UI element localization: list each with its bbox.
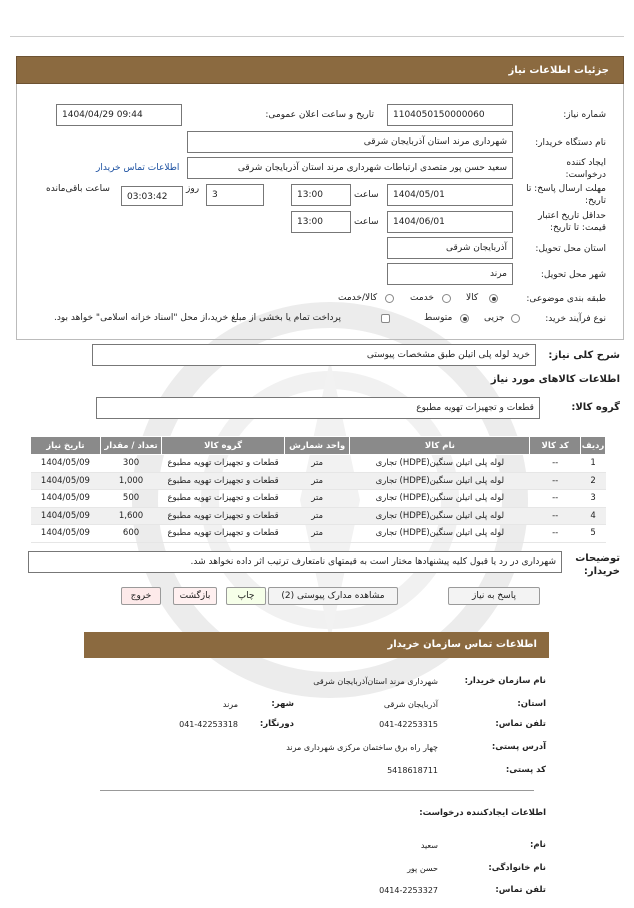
days-label: روز — [186, 184, 200, 194]
cell-name: لوله پلی اتیلن سنگین(HDPE) تجاری — [350, 507, 530, 525]
cell-unit: متر — [284, 455, 350, 473]
category-radio-goods-service[interactable] — [385, 294, 394, 303]
first-name-label: نام: — [529, 840, 546, 850]
reply-deadline-time-field[interactable]: 13:00 — [291, 184, 351, 206]
cell-date: 1404/05/09 — [31, 472, 101, 490]
city-value: مرند — [222, 700, 238, 709]
cell-name: لوله پلی اتیلن سنگین(HDPE) تجاری — [350, 455, 530, 473]
delivery-province-field[interactable]: آذربایجان شرقی — [387, 237, 513, 259]
fax-label: دورنگار: — [259, 719, 294, 729]
need-number-field[interactable]: 1104050150000060 — [387, 104, 513, 126]
table-row — [31, 472, 606, 490]
remaining-time-label: ساعت باقی‌مانده — [46, 184, 110, 194]
print-button[interactable]: چاپ — [226, 587, 266, 605]
cell-date: 1404/05/09 — [31, 455, 101, 473]
col-qty: تعداد / مقدار — [100, 437, 161, 455]
buyer-org-field[interactable]: شهرداری مرند استان آذربایجان شرقی — [187, 131, 513, 153]
cell-name: لوله پلی اتیلن سنگین(HDPE) تجاری — [350, 472, 530, 490]
cell-code: -- — [530, 507, 581, 525]
cell-qty: 1,600 — [100, 507, 161, 525]
purchase-option-medium: متوسط — [424, 313, 453, 323]
col-group: گروه کالا — [162, 437, 285, 455]
buyer-notes-field[interactable]: شهرداری در رد یا قبول کلیه پیشنهادها مختار است به قیمتهای نامتعارف ترتیب اثر داده نخواهد شد. — [28, 551, 562, 573]
col-name: نام کالا — [350, 437, 530, 455]
table-row — [31, 455, 606, 473]
days-field[interactable]: 3 — [206, 184, 264, 206]
cell-code: -- — [530, 490, 581, 508]
purchase-radio-minor[interactable] — [511, 314, 520, 323]
cell-name: لوله پلی اتیلن سنگین(HDPE) تجاری — [350, 525, 530, 543]
description-field[interactable]: خرید لوله پلی اتیلن طبق مشخصات پیوستی — [92, 344, 536, 366]
reply-deadline-date-field[interactable]: 1404/05/01 — [387, 184, 513, 206]
cell-code: -- — [530, 455, 581, 473]
view-attachments-button[interactable]: مشاهده مدارک پیوستی (2) — [268, 587, 398, 605]
creator-section-title: اطلاعات ایجادکننده درخواست: — [419, 808, 546, 818]
category-option-goods: کالا — [466, 293, 479, 303]
buyer-notes-label: توضیحات خریدار: — [575, 553, 620, 577]
cell-group: قطعات و تجهیزات تهویه مطبوع — [162, 472, 285, 490]
table-row — [31, 507, 606, 525]
category-radio-goods[interactable] — [489, 294, 498, 303]
treasury-payment-checkbox[interactable] — [381, 314, 390, 323]
cell-row: 3 — [581, 490, 606, 508]
cell-unit: متر — [284, 525, 350, 543]
first-name-value: سعید — [420, 841, 438, 850]
category-radio-service[interactable] — [442, 294, 451, 303]
cell-qty: 600 — [100, 525, 161, 543]
cell-unit: متر — [284, 507, 350, 525]
cell-date: 1404/05/09 — [31, 507, 101, 525]
cell-group: قطعات و تجهیزات تهویه مطبوع — [162, 507, 285, 525]
buyer-org-label: نام دستگاه خریدار: — [535, 138, 606, 148]
postal-code-label: کد پستی: — [505, 765, 546, 775]
last-name-value: حسن پور — [407, 864, 438, 873]
creator-phone-value: 0414-2253327 — [379, 886, 438, 895]
reply-deadline-label: مهلت ارسال پاسخ: تا تاریخ: — [526, 184, 606, 206]
cell-code: -- — [530, 472, 581, 490]
cell-group: قطعات و تجهیزات تهویه مطبوع — [162, 525, 285, 543]
creator-field[interactable]: سعید حسن پور متصدی ارتباطات شهرداری مرند استان آذربایجان شرقی — [187, 157, 513, 179]
province-value: آذربایجان شرقی — [383, 700, 438, 709]
address-label: آدرس پستی: — [491, 742, 546, 752]
last-name-label: نام خانوادگی: — [488, 863, 546, 873]
cell-qty: 1,000 — [100, 472, 161, 490]
page-header — [16, 56, 624, 84]
category-label: طبقه بندی موضوعی: — [526, 294, 606, 304]
goods-table-header — [31, 437, 606, 455]
price-validity-date-field[interactable]: 1404/06/01 — [387, 211, 513, 233]
top-divider — [10, 36, 624, 37]
contact-divider — [100, 790, 534, 791]
province-label: استان: — [517, 699, 546, 709]
remaining-time-field[interactable]: 03:03:42 — [121, 186, 183, 206]
fax-value: 041-42253318 — [179, 720, 238, 729]
contact-header — [84, 632, 549, 658]
col-unit: واحد شمارش — [284, 437, 350, 455]
delivery-province-label: استان محل تحویل: — [535, 244, 606, 254]
table-row — [31, 525, 606, 543]
cell-row: 2 — [581, 472, 606, 490]
address-value: چهار راه برق ساختمان مرکزی شهرداری مرند — [286, 743, 438, 752]
col-date: تاریخ نیاز — [31, 437, 101, 455]
treasury-payment-note: پرداخت تمام یا بخشی از مبلغ خرید،از محل "اسناد خزانه اسلامی" خواهد بود. — [54, 313, 342, 323]
goods-section-title: اطلاعات کالاهای مورد نیاز — [490, 374, 620, 385]
cell-unit: متر — [284, 472, 350, 490]
page-title: جزئیات اطلاعات نیاز — [508, 65, 609, 76]
cell-date: 1404/05/09 — [31, 490, 101, 508]
cell-name: لوله پلی اتیلن سنگین(HDPE) تجاری — [350, 490, 530, 508]
delivery-city-field[interactable]: مرند — [387, 263, 513, 285]
phone-label: تلفن تماس: — [495, 719, 546, 729]
goods-table — [30, 436, 606, 543]
phone-value: 041-42253315 — [379, 720, 438, 729]
validity-time-label: ساعت — [354, 217, 379, 227]
buyer-contact-link[interactable]: اطلاعات تماس خریدار — [96, 163, 180, 173]
cell-row: 5 — [581, 525, 606, 543]
city-label: شهر: — [271, 699, 294, 709]
category-option-goods-service: کالا/خدمت — [338, 293, 378, 303]
cell-qty: 500 — [100, 490, 161, 508]
delivery-city-label: شهر محل تحویل: — [540, 270, 606, 280]
goods-group-field[interactable]: قطعات و تجهیزات تهویه مطبوع — [96, 397, 540, 419]
cell-group: قطعات و تجهیزات تهویه مطبوع — [162, 455, 285, 473]
org-name-value: شهرداری مرند استان‌آذربایجان شرقی — [313, 677, 438, 686]
cell-date: 1404/05/09 — [31, 525, 101, 543]
announce-datetime-field[interactable]: 1404/04/29 09:44 — [56, 104, 182, 126]
cell-qty: 300 — [100, 455, 161, 473]
announce-datetime-label: تاریخ و ساعت اعلان عمومی: — [265, 110, 374, 120]
description-label: شرح کلی نیاز: — [548, 350, 620, 361]
org-name-label: نام سازمان خریدار: — [464, 676, 546, 686]
postal-code-value: 5418618711 — [387, 766, 438, 775]
contact-title: اطلاعات تماس سازمان خریدار — [387, 639, 537, 650]
cell-group: قطعات و تجهیزات تهویه مطبوع — [162, 490, 285, 508]
back-button[interactable]: بازگشت — [173, 587, 217, 605]
reply-to-need-button[interactable]: پاسخ به نیاز — [448, 587, 540, 605]
purchase-type-label: نوع فرآیند خرید: — [545, 314, 606, 324]
table-row — [31, 490, 606, 508]
category-option-service: خدمت — [410, 293, 434, 303]
price-validity-label: حداقل تاریخ اعتبار قیمت: تا تاریخ: — [538, 211, 606, 233]
need-number-label: شماره نیاز: — [563, 110, 606, 120]
exit-button[interactable]: خروج — [121, 587, 161, 605]
reply-time-label: ساعت — [354, 190, 379, 200]
creator-phone-label: تلفن تماس: — [495, 885, 546, 895]
cell-code: -- — [530, 525, 581, 543]
cell-unit: متر — [284, 490, 350, 508]
col-code: کد کالا — [530, 437, 581, 455]
col-row: ردیف — [581, 437, 606, 455]
cell-row: 1 — [581, 455, 606, 473]
purchase-radio-medium[interactable] — [460, 314, 469, 323]
goods-group-label: گروه کالا: — [571, 402, 620, 413]
creator-label: ایجاد کننده درخواست: — [565, 158, 606, 180]
cell-row: 4 — [581, 507, 606, 525]
price-validity-time-field[interactable]: 13:00 — [291, 211, 351, 233]
purchase-option-minor: جزیی — [484, 313, 505, 323]
